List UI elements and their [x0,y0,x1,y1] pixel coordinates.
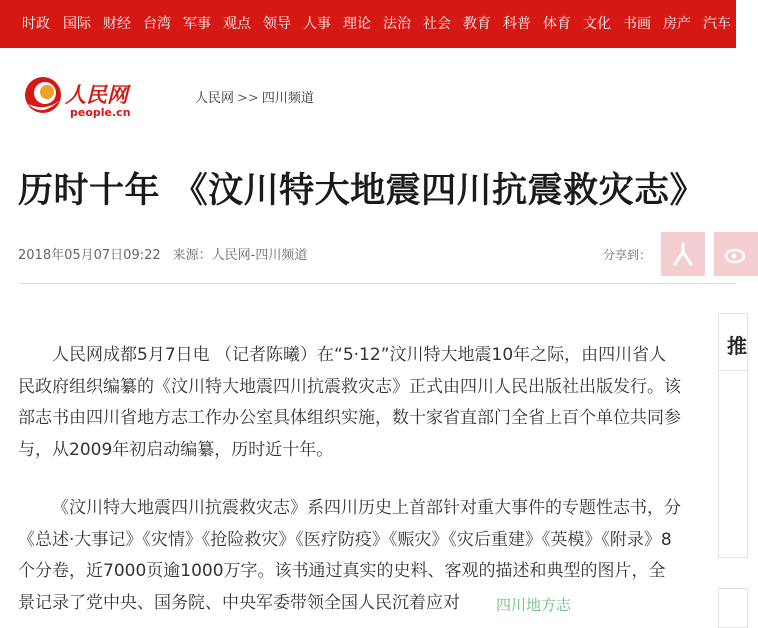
nav-item-fangchan[interactable]: 房产 [663,16,691,32]
nav-item-fazhi[interactable]: 法治 [383,16,411,32]
nav-item-kepu[interactable]: 科普 [503,16,531,32]
article-title: 历时十年 《汶川特大地震四川抗震救灾志》 [18,171,706,211]
side-panel-heading: 推 [727,334,747,358]
article-source[interactable]: 来源：人民网-四川频道 [172,248,308,263]
article-paragraph-1 [18,340,682,466]
svg-text:人民网: 人民网 [65,82,128,107]
nav-item-shehui[interactable]: 社会 [423,16,451,32]
breadcrumb [195,87,314,106]
nav-item-jiaoyu[interactable]: 教育 [463,16,491,32]
side-panel-lower [718,588,748,628]
header-divider [18,283,736,284]
nav-item-guandian[interactable]: 观点 [223,16,251,32]
breadcrumb-separator: >> [237,91,259,106]
nav-item-guoji[interactable]: 国际 [63,16,91,32]
breadcrumb-home-link[interactable]: 人民网 [195,91,235,106]
share-weibo-button[interactable] [714,232,758,276]
people-share-icon [671,242,695,266]
publish-date: 2018年05月07日09:22 [18,248,161,263]
nav-item-shuhua[interactable]: 书画 [623,16,651,32]
side-panel-divider [719,370,749,371]
paragraph-text: 《汶川特大地震四川抗震救灾志》系四川历史上首部针对重大事件的专题性志书，分《总述·大事记》《灾情》《抢险救灾》《医疗防疫》《赈灾》《灾后重建》《英模》《附录》8个分卷，近7000页逾1000万字。该书通过真实的史料、客观的描述和典型的图片，全景记录了党中央、国务院、中央军委带领全国人民沉着应对 [18,498,681,613]
top-nav-bar [0,0,736,48]
nav-item-junshi[interactable]: 军事 [183,16,211,32]
nav-item-taiwan[interactable]: 台湾 [143,16,171,32]
nav-item-shizheng[interactable]: 时政 [22,16,50,32]
nav-item-lilun[interactable]: 理论 [343,16,371,32]
article-meta [18,244,307,263]
people-cn-logo[interactable] [22,74,140,120]
nav-item-wenhua[interactable]: 文化 [583,16,611,32]
nav-item-caijing[interactable]: 财经 [103,16,131,32]
article-paragraph-2 [18,493,682,619]
paragraph-text: 人民网成都5月7日电 （记者陈曦）在“5·12”汶川特大地震10年之际，由四川省人民政府组织编纂的《汶川特大地震四川抗震救灾志》正式由四川人民出版社出版发行。该部志书由四川省地方志工作办公室具体组织实施，数十家省直部门全省上百个单位共同参与，从2009年初启动编纂，历时近十年。 [18,345,681,460]
svg-text:people.cn: people.cn [70,106,131,119]
nav-item-tiyu[interactable]: 体育 [543,16,571,32]
nav-item-lingdao[interactable]: 领导 [263,16,291,32]
nav-item-qiche[interactable]: 汽车 [703,16,731,32]
nav-item-renshi[interactable]: 人事 [303,16,331,32]
weibo-icon [724,242,748,266]
share-people-button[interactable] [661,232,705,276]
share-label: 分享到： [603,248,652,262]
side-recommend-panel [718,313,748,558]
breadcrumb-channel-link[interactable]: 四川频道 [261,91,314,106]
watermark: 四川地方志 [496,596,572,614]
